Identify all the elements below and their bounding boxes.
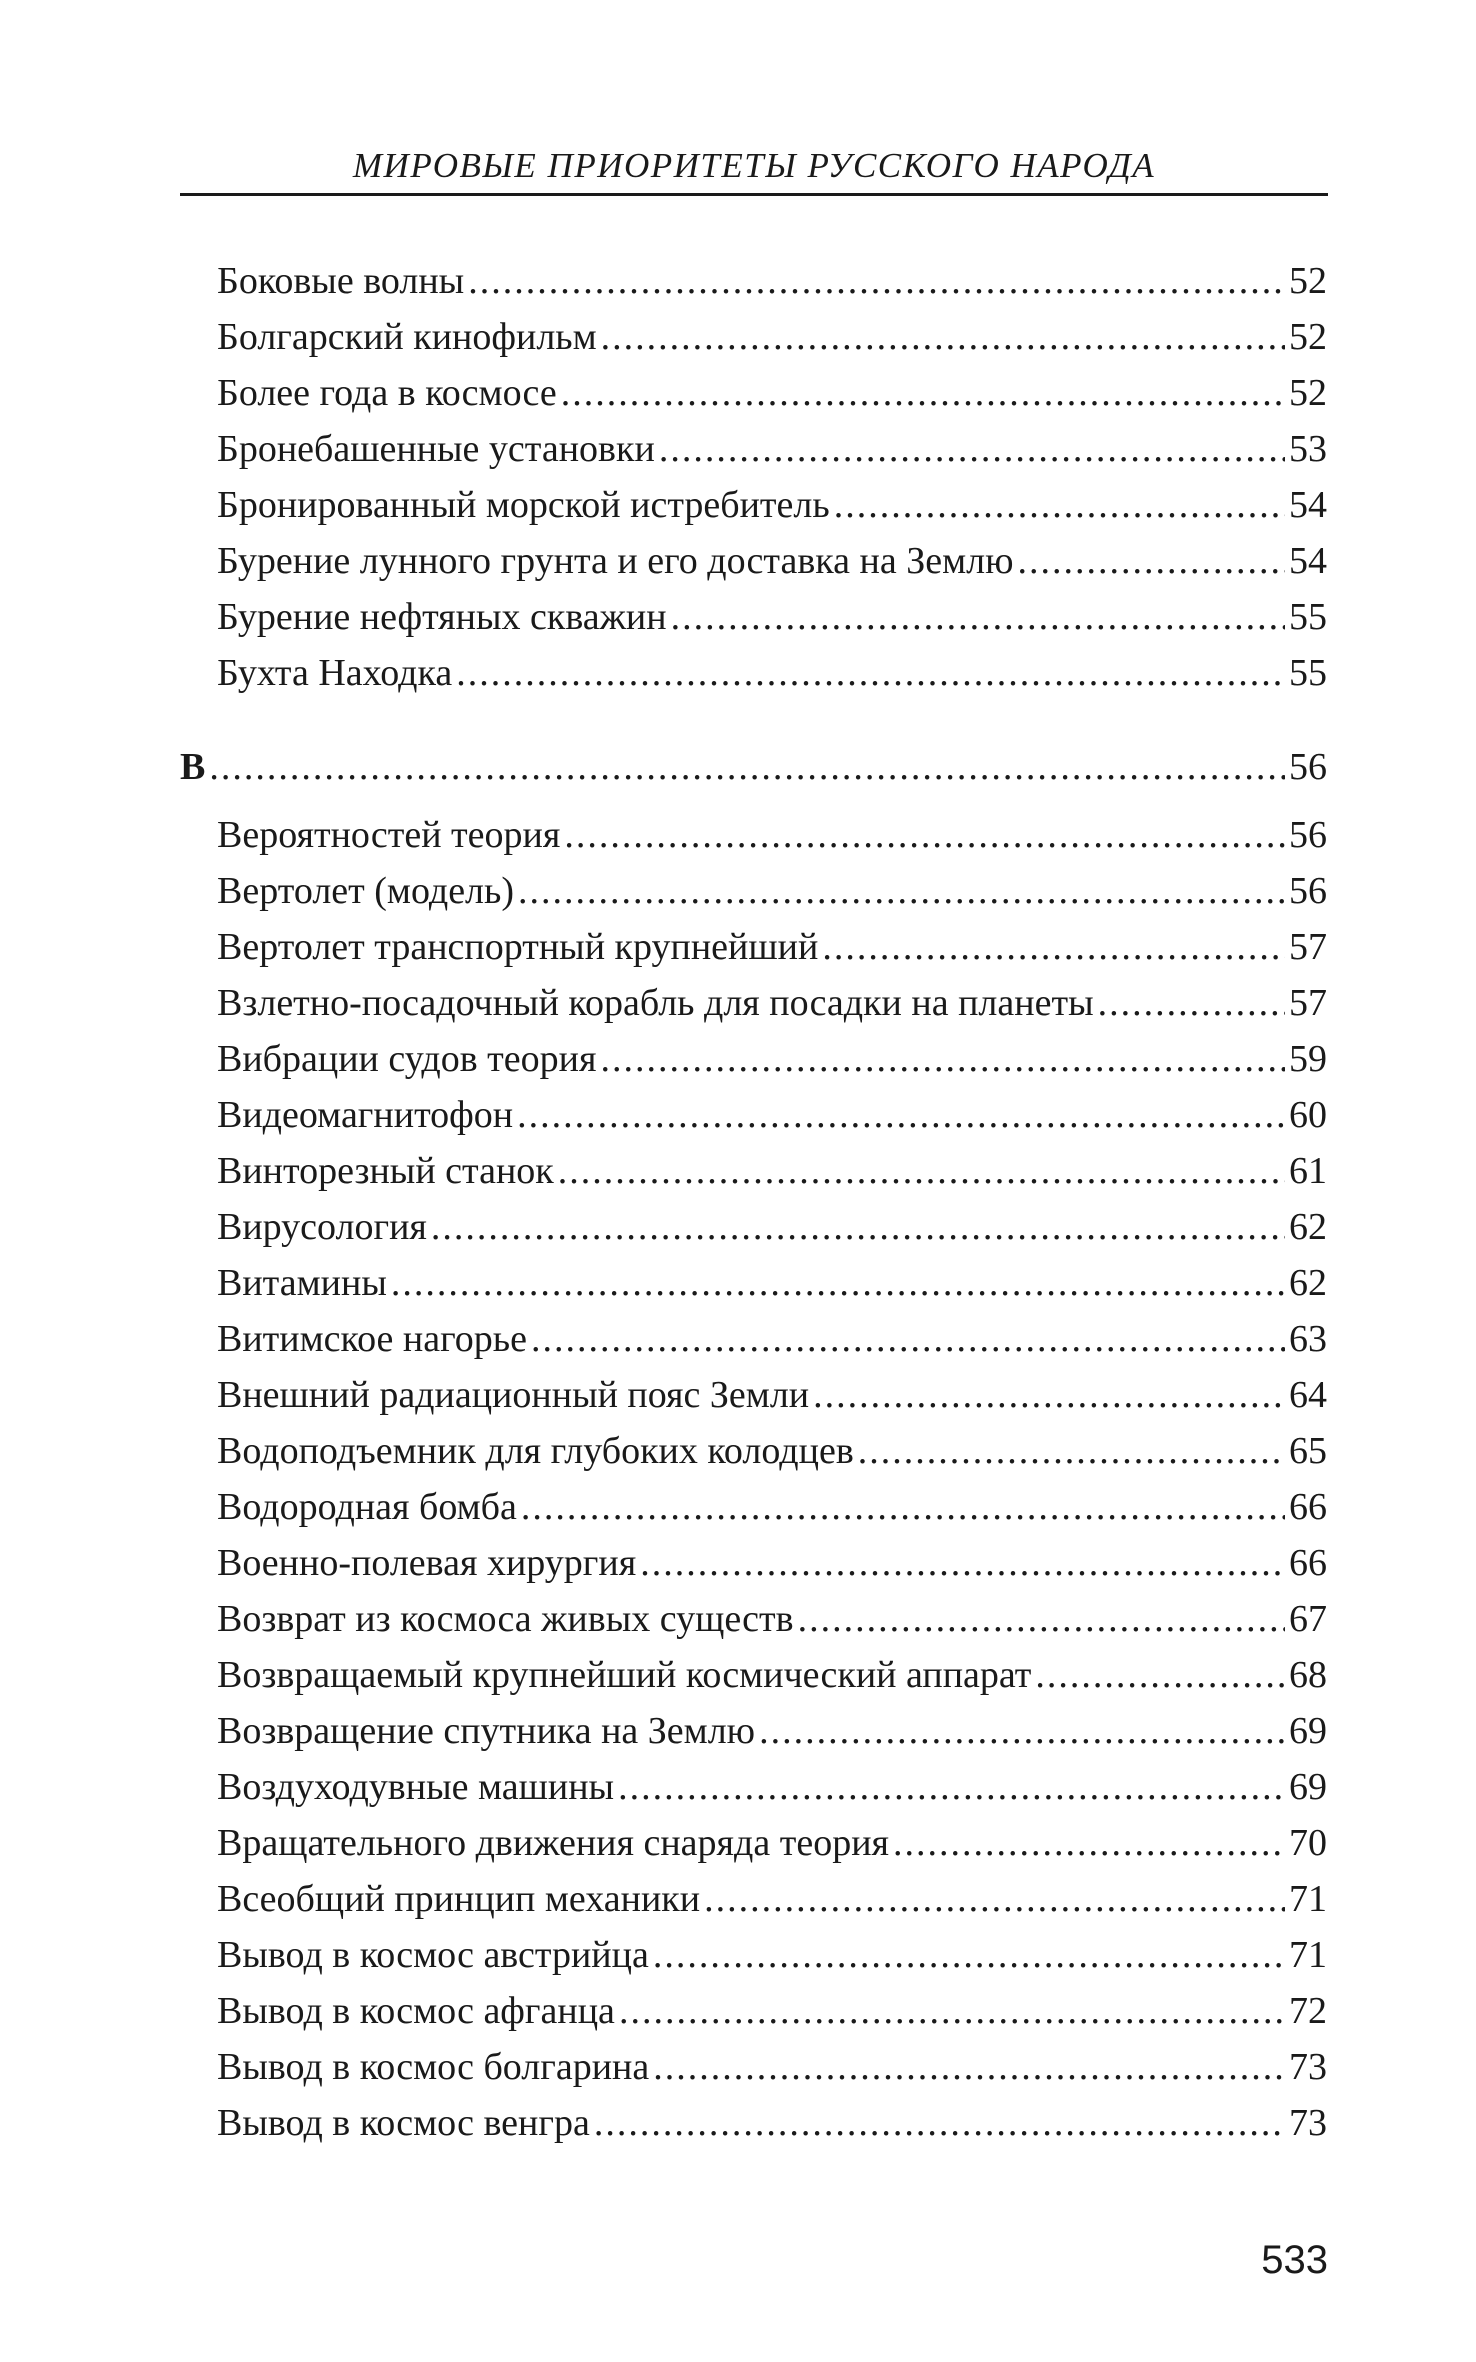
entry-title: Вибрации судов теория bbox=[217, 1038, 597, 1080]
leader-dots bbox=[558, 1146, 1285, 1196]
index-entry bbox=[217, 1874, 1327, 1924]
entry-page: 56 bbox=[1289, 814, 1327, 856]
entry-title: Воздуходувные машины bbox=[217, 1766, 615, 1808]
leader-dots bbox=[1098, 978, 1285, 1028]
entry-title: Более года в космосе bbox=[217, 372, 557, 414]
index-entry bbox=[217, 1146, 1327, 1196]
entry-page: 67 bbox=[1289, 1598, 1327, 1640]
index-entry bbox=[217, 978, 1327, 1028]
index-entry bbox=[217, 866, 1327, 916]
index-entry bbox=[217, 1314, 1327, 1364]
leader-dots bbox=[798, 1594, 1285, 1644]
index-entry bbox=[217, 480, 1327, 530]
index-entry bbox=[217, 536, 1327, 586]
leader-dots bbox=[521, 1482, 1285, 1532]
entry-page: 55 bbox=[1289, 652, 1327, 694]
entry-page: 54 bbox=[1289, 484, 1327, 526]
entry-title: Всеобщий принцип механики bbox=[217, 1878, 701, 1920]
index-entry bbox=[217, 1482, 1327, 1532]
index-entry bbox=[217, 1034, 1327, 1084]
entry-title: Вирусология bbox=[217, 1206, 427, 1248]
section-heading bbox=[180, 742, 1327, 792]
entry-title: Возвращение спутника на Землю bbox=[217, 1710, 756, 1752]
entry-page: 62 bbox=[1289, 1262, 1327, 1304]
index-entry bbox=[217, 1818, 1327, 1868]
entry-title: Военно-полевая хирургия bbox=[217, 1542, 637, 1584]
entry-page: 65 bbox=[1289, 1430, 1327, 1472]
entry-title: Вертолет (модель) bbox=[217, 870, 515, 912]
leader-dots bbox=[600, 1034, 1285, 1084]
leader-dots bbox=[759, 1706, 1285, 1756]
index-entry bbox=[217, 368, 1327, 418]
running-head: МИРОВЫЕ ПРИОРИТЕТЫ РУССКОГО НАРОДА bbox=[352, 146, 1156, 185]
entry-title: Бухта Находка bbox=[217, 652, 453, 694]
entry-page: 69 bbox=[1289, 1766, 1327, 1808]
index-entry bbox=[217, 1426, 1327, 1476]
entry-page: 68 bbox=[1289, 1654, 1327, 1696]
index-entry bbox=[217, 1762, 1327, 1812]
entry-title: Бронированный морской истребитель bbox=[217, 484, 830, 526]
leader-dots bbox=[391, 1258, 1285, 1308]
entry-page: 54 bbox=[1289, 540, 1327, 582]
entry-page: 57 bbox=[1289, 982, 1327, 1024]
entry-page: 66 bbox=[1289, 1542, 1327, 1584]
index-entry bbox=[217, 1650, 1327, 1700]
entry-title: Вывод в космос афганца bbox=[217, 1990, 615, 2032]
index-entry bbox=[217, 1706, 1327, 1756]
entry-title: Болгарский кинофильм bbox=[217, 316, 597, 358]
index-entry bbox=[217, 648, 1327, 698]
leader-dots bbox=[431, 1202, 1285, 1252]
entry-title: Взлетно-посадочный корабль для посадки на планеты bbox=[217, 982, 1094, 1024]
entry-title: Вывод в космос болгарина bbox=[217, 2046, 650, 2088]
section-page: 56 bbox=[1289, 746, 1327, 788]
index-entry bbox=[217, 312, 1327, 362]
entry-title: Боковые волны bbox=[217, 260, 465, 302]
entry-page: 57 bbox=[1289, 926, 1327, 968]
entry-title: Бурение лунного грунта и его доставка на Землю bbox=[217, 540, 1014, 582]
entry-page: 60 bbox=[1289, 1094, 1327, 1136]
leader-dots bbox=[518, 866, 1285, 916]
index-entry bbox=[217, 2042, 1327, 2092]
entry-title: Водородная бомба bbox=[217, 1486, 517, 1528]
leader-dots bbox=[618, 1762, 1285, 1812]
index-entry bbox=[217, 1370, 1327, 1420]
entry-page: 66 bbox=[1289, 1486, 1327, 1528]
leader-dots bbox=[1035, 1650, 1285, 1700]
entry-page: 55 bbox=[1289, 596, 1327, 638]
index-entry bbox=[217, 1202, 1327, 1252]
leader-dots bbox=[893, 1818, 1285, 1868]
page-number: 533 bbox=[1261, 2238, 1328, 2282]
entry-title: Возвращаемый крупнейший космический аппарат bbox=[217, 1654, 1032, 1696]
index-entry bbox=[217, 1986, 1327, 2036]
leader-dots bbox=[640, 1538, 1285, 1588]
leader-dots bbox=[209, 742, 1285, 792]
entry-title: Водоподъемник для глубоких колодцев bbox=[217, 1430, 854, 1472]
index-entry bbox=[217, 256, 1327, 306]
entry-page: 52 bbox=[1289, 372, 1327, 414]
entry-title: Вращательного движения снаряда теория bbox=[217, 1822, 890, 1864]
index-entry bbox=[217, 592, 1327, 642]
entry-page: 52 bbox=[1289, 316, 1327, 358]
leader-dots bbox=[564, 810, 1285, 860]
entry-page: 72 bbox=[1289, 1990, 1327, 2032]
leader-dots bbox=[834, 480, 1285, 530]
entry-page: 73 bbox=[1289, 2102, 1327, 2144]
entry-page: 64 bbox=[1289, 1374, 1327, 1416]
index-entry bbox=[217, 1258, 1327, 1308]
entry-page: 56 bbox=[1289, 870, 1327, 912]
leader-dots bbox=[704, 1874, 1285, 1924]
section-letter: В bbox=[180, 746, 206, 788]
leader-dots bbox=[671, 592, 1285, 642]
entry-page: 73 bbox=[1289, 2046, 1327, 2088]
leader-dots bbox=[813, 1370, 1285, 1420]
leader-dots bbox=[456, 648, 1285, 698]
index-entry bbox=[217, 1538, 1327, 1588]
entry-page: 71 bbox=[1289, 1934, 1327, 1976]
entry-title: Вывод в космос австрийца bbox=[217, 1934, 649, 1976]
entry-page: 59 bbox=[1289, 1038, 1327, 1080]
entry-title: Бронебашенные установки bbox=[217, 428, 655, 470]
index-entry bbox=[217, 1594, 1327, 1644]
entry-title: Вертолет транспортный крупнейший bbox=[217, 926, 819, 968]
entry-title: Бурение нефтяных скважин bbox=[217, 596, 667, 638]
index-entry bbox=[217, 424, 1327, 474]
entry-title: Вероятностей теория bbox=[217, 814, 561, 856]
leader-dots bbox=[594, 2098, 1285, 2148]
entry-page: 63 bbox=[1289, 1318, 1327, 1360]
leader-dots bbox=[619, 1986, 1285, 2036]
entry-title: Внешний радиационный пояс Земли bbox=[217, 1374, 810, 1416]
leader-dots bbox=[531, 1314, 1285, 1364]
leader-dots bbox=[858, 1426, 1285, 1476]
leader-dots bbox=[601, 312, 1285, 362]
entry-title: Видеомагнитофон bbox=[217, 1094, 514, 1136]
leader-dots bbox=[1018, 536, 1285, 586]
entry-page: 52 bbox=[1289, 260, 1327, 302]
index-entry bbox=[217, 2098, 1327, 2148]
entry-title: Витимское нагорье bbox=[217, 1318, 527, 1360]
leader-dots bbox=[659, 424, 1285, 474]
index-entry bbox=[217, 810, 1327, 860]
entry-title: Вывод в космос венгра bbox=[217, 2102, 590, 2144]
leader-dots bbox=[822, 922, 1285, 972]
entry-page: 69 bbox=[1289, 1710, 1327, 1752]
leader-dots bbox=[561, 368, 1285, 418]
entry-title: Возврат из космоса живых существ bbox=[217, 1598, 794, 1640]
index-entry bbox=[217, 1930, 1327, 1980]
index-entry bbox=[217, 1090, 1327, 1140]
entry-page: 53 bbox=[1289, 428, 1327, 470]
entry-title: Винторезный станок bbox=[217, 1150, 554, 1192]
entry-page: 62 bbox=[1289, 1206, 1327, 1248]
leader-dots bbox=[653, 2042, 1285, 2092]
index-entry bbox=[217, 922, 1327, 972]
entry-page: 61 bbox=[1289, 1150, 1327, 1192]
leader-dots bbox=[517, 1090, 1285, 1140]
entry-page: 70 bbox=[1289, 1822, 1327, 1864]
entry-title: Витамины bbox=[217, 1262, 387, 1304]
leader-dots bbox=[653, 1930, 1285, 1980]
leader-dots bbox=[468, 256, 1285, 306]
entry-page: 71 bbox=[1289, 1878, 1327, 1920]
